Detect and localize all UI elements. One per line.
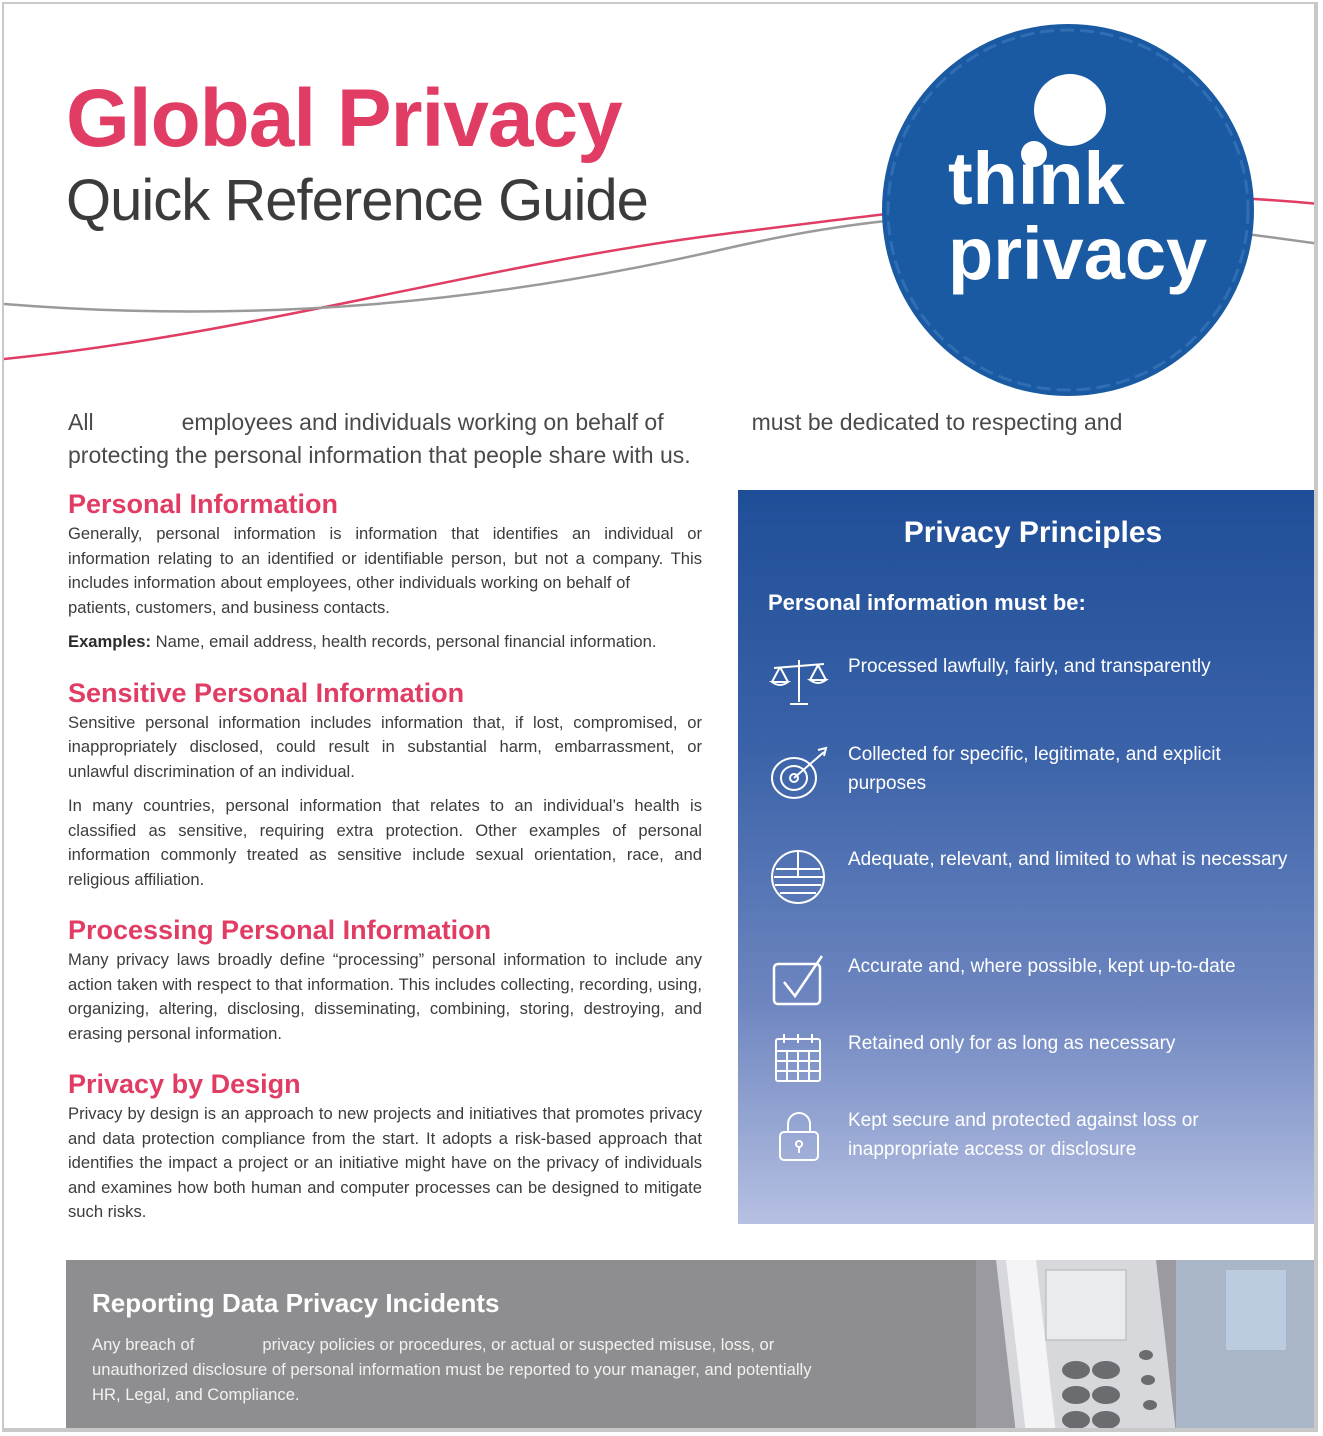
page-subtitle: Quick Reference Guide — [66, 168, 648, 233]
think-privacy-logo — [872, 14, 1268, 398]
lock-icon — [768, 1106, 830, 1168]
section-paragraph: Many privacy laws broadly define “processing” personal information to include any action taken with respect to that information. This includes collecting, recording, using, organizing, altering, disclosing, disseminating, combining, storing, destroying, and erasing personal information. — [68, 950, 702, 1043]
document-page — [2, 2, 1318, 1432]
principle-text: Adequate, relevant, and limited to what is necessary — [848, 849, 1288, 870]
report-heading: Reporting Data Privacy Incidents — [92, 1288, 500, 1318]
privacy-principles-panel — [738, 490, 1318, 1224]
principle-item — [768, 845, 1308, 915]
section-personal-information — [68, 488, 702, 655]
principle-item — [768, 1106, 1308, 1176]
section-heading: Processing Personal Information — [68, 915, 492, 945]
principle-text: Processed lawfully, fairly, and transparently — [848, 656, 1211, 677]
section-paragraph: Privacy by design is an approach to new projects and initiatives that promotes privacy and data protection compliance from the start. It adopts a risk-based approach that identifies the impact a project or an initiative might have on the privacy of individuals and examines how both human and computer processes can be designed to mitigate such risks. — [68, 1104, 702, 1221]
calendar-icon — [768, 1029, 830, 1091]
principle-text: Collected for specific, legitimate, and explicit purposes — [848, 744, 1221, 794]
section-heading: Sensitive Personal Information — [68, 677, 465, 708]
principle-text: Retained only for as long as necessary — [848, 1033, 1176, 1054]
section-sensitive-information — [68, 677, 702, 893]
principle-item — [768, 652, 1308, 722]
target-icon — [768, 740, 830, 802]
section-paragraph: Sensitive personal information includes information that, if lost, compromised, or inappropriately disclosed, could result in substantial harm, embarrassment, or unlawful discrimination of an individual. — [68, 712, 702, 781]
section-paragraph: In many countries, personal information that relates to an individual’s health is classified as sensitive, requiring extra protection. Other examples of personal information commonly treated as sensitive include sexual orientation, race, and religious affiliation. — [68, 796, 702, 889]
section-privacy-by-design — [68, 1068, 702, 1225]
examples-paragraph: Examples: Name, email address, health records, personal financial information. — [68, 632, 657, 651]
principle-item — [768, 740, 1308, 810]
intro-text: All employees and individuals working on behalf of must be dedicated to respecting and protecting the personal information that people share with us. — [68, 409, 1123, 468]
principles-subtitle: Personal information must be: — [768, 590, 1086, 615]
principle-text: Kept secure and protected against loss or inappropriate access or disclosure — [848, 1110, 1199, 1160]
page-title: Global Privacy — [66, 73, 622, 164]
section-heading: Personal Information — [68, 489, 339, 519]
phone-image — [976, 1260, 1318, 1432]
checkbox-icon — [768, 952, 830, 1014]
scales-icon — [768, 652, 830, 714]
report-paragraph: Any breach of privacy policies or procedures, or actual or suspected misuse, loss, or unauthorized disclosure of personal information must be reported to your manager, and potentially HR, Legal, and Compliance. — [92, 1335, 812, 1404]
principle-item — [768, 952, 1308, 1022]
principle-text: Accurate and, where possible, kept up-to-date — [848, 956, 1236, 977]
section-heading: Privacy by Design — [68, 1069, 301, 1099]
logo-text-think: think — [948, 137, 1125, 220]
reporting-incidents-banner — [66, 1260, 1318, 1432]
section-processing — [68, 914, 702, 1046]
left-column — [68, 488, 702, 1247]
pie-chart-icon — [768, 845, 830, 907]
logo-text-privacy: privacy — [948, 212, 1208, 295]
principles-title: Privacy Principles — [903, 516, 1163, 549]
principle-item — [768, 1029, 1308, 1099]
section-paragraph: Generally, personal information is information that identifies an individual or information relating to an identified or identifiable person, but not a company. This includes information about employees, other individuals working on behalf ofpatients, customers, and business contacts. — [68, 524, 702, 617]
